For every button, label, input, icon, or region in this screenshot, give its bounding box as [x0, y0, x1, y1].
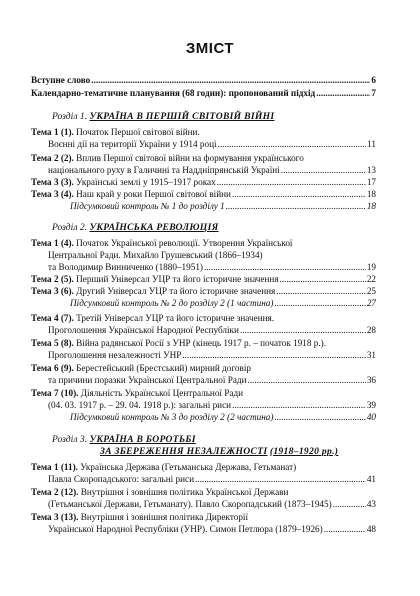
leader-dots [240, 325, 366, 336]
topic-label: Тема 1 (4). [31, 238, 74, 248]
toc-page-number: 11 [367, 139, 376, 149]
toc-entry-plan[interactable] [31, 88, 376, 99]
toc-entry-cont[interactable] [48, 262, 376, 273]
toc-entry-intro[interactable] [31, 75, 376, 86]
section-heading-1 [52, 111, 397, 123]
toc-page-number: 48 [366, 524, 376, 534]
topic-title-cont: та Володимир Винниченко (1880–1951) [48, 262, 203, 272]
section-number: Розділ 2. [52, 222, 88, 233]
leader-dots [218, 139, 367, 150]
toc-entry-cont[interactable] [48, 524, 376, 535]
toc-page-number: 13 [366, 165, 376, 175]
topic-title: Українські землі у 1915–1917 роках [76, 177, 216, 187]
topic-label: Тема 2 (12). [31, 487, 79, 497]
topic-title-cont: Центральної Ради. Михайло Грушевський (1866–1934) [48, 250, 263, 260]
toc-entry-cont[interactable] [48, 499, 376, 510]
section-title: УКРАЇНА В ПЕРШІЙ СВІТОВІЙ ВІЙНІ [89, 111, 275, 122]
topic-title: Наш край у роки Першої світової війни [76, 189, 231, 199]
topic-label: Тема 3 (4). [31, 189, 74, 199]
toc-entry[interactable] [31, 487, 376, 498]
toc-page-number: 40 [366, 412, 376, 422]
topic-title-cont: Воєнні дії на території України у 1914 році [48, 139, 217, 149]
toc-entry[interactable] [31, 127, 376, 138]
section-title: УКРАЇНА В БОРОТЬБІ [89, 434, 196, 445]
topic-title-cont: Проголошення незалежності УНР [48, 350, 182, 360]
toc-entry[interactable] [31, 363, 376, 374]
toc-entry[interactable] [31, 153, 376, 164]
topic-label: Тема 3 (3). [31, 177, 74, 187]
toc-entry-cont[interactable] [48, 350, 376, 361]
leader-dots [91, 75, 370, 86]
toc-page-number: 41 [366, 474, 376, 484]
topic-label: Тема 4 (7). [31, 313, 74, 323]
toc-page-number: 17 [366, 177, 376, 187]
topic-title: Перший Універсал УЦР та його історичне значення [76, 274, 279, 284]
toc-entry[interactable] [31, 238, 376, 249]
leader-dots [333, 499, 366, 510]
toc-entry-text: Календарно-тематичне планування (68 годин): пропонований підхід [31, 88, 316, 98]
topic-label: Тема 2 (5). [31, 274, 74, 284]
topic-title: Берестейський (Брестський) мирний договір [76, 363, 251, 373]
topic-title: Війна радянської Росії з УНР (кінець 1917 р. – початок 1918 р.). [76, 338, 327, 348]
toc-entry[interactable] [31, 274, 376, 285]
topic-title: Початок Української революції. Утворення Української [76, 238, 293, 248]
topic-title-cont: Української Народної Республіки (УНР). Симон Петлюра (1879–1926) [48, 524, 323, 534]
topic-title-cont: Павла Скоропадського: загальні риси [48, 474, 194, 484]
toc-entry[interactable] [31, 462, 376, 473]
leader-dots [232, 189, 366, 200]
control-title: Підсумковий контроль № 2 до розділу 2 (1 частина) [70, 298, 274, 308]
topic-label: Тема 7 (10). [31, 388, 79, 398]
toc-entry[interactable] [31, 177, 376, 188]
toc-entry-cont[interactable] [48, 325, 376, 336]
topic-label: Тема 2 (2). [31, 153, 74, 163]
topic-title: Вплив Першої світової війни на формування українського [76, 153, 304, 163]
toc-entry-cont[interactable] [48, 165, 376, 176]
toc-entry[interactable] [31, 338, 376, 349]
toc-entry-text: Вступне слово [31, 75, 91, 85]
toc-entry-cont[interactable] [48, 400, 376, 411]
topic-title-cont: (04. 03. 1917 р. – 29. 04. 1918 р.): загальні риси [48, 400, 232, 410]
toc-page-number: 18 [366, 189, 376, 199]
toc-page-number: 25 [366, 286, 376, 296]
topic-title: Початок Першої світової війни. [76, 127, 200, 137]
toc-entry[interactable] [31, 286, 376, 297]
leader-dots [217, 177, 366, 188]
leader-dots [195, 474, 366, 485]
toc-page-number: 22 [366, 274, 376, 284]
toc-entry[interactable] [31, 189, 376, 200]
toc-entry[interactable] [31, 313, 376, 324]
leader-dots [274, 412, 365, 423]
leader-dots [182, 350, 365, 361]
topic-label: Тема 1 (11). [31, 462, 78, 472]
topic-title: Діяльність Української Центральної Ради [80, 388, 244, 398]
control-entry[interactable] [70, 412, 376, 423]
topic-title-cont: Проголошення Української Народної Республіки [48, 325, 239, 335]
topic-title: Внутрішня і зовнішня політика Української Держави [80, 487, 289, 497]
section-heading-3 [52, 434, 397, 446]
toc-entry-cont[interactable] [48, 139, 376, 150]
topic-title-cont: та причини поразки Української Центральної Ради [48, 375, 247, 385]
leader-dots [274, 298, 365, 309]
topic-label: Тема 6 (9). [31, 363, 74, 373]
topic-title: Другий Універсал УЦР та його історичне значення [76, 286, 276, 296]
toc-entry[interactable] [31, 512, 376, 523]
leader-dots [204, 262, 366, 273]
section-number: Розділ 3. [52, 434, 88, 445]
leader-dots [276, 286, 366, 297]
leader-dots [226, 201, 366, 212]
toc-page-number: 43 [366, 499, 376, 509]
toc-page-number: 19 [366, 262, 376, 272]
section-number: Розділ 1. [52, 111, 88, 122]
topic-label: Тема 5 (8). [31, 338, 74, 348]
section-title-cont: ЗА ЗБЕРЕЖЕННЯ НЕЗАЛЕЖНОСТІ [100, 446, 268, 457]
toc-entry-cont [48, 250, 376, 261]
toc-page-number: 31 [366, 350, 376, 360]
leader-dots [280, 274, 366, 285]
toc-page-number: 18 [366, 201, 376, 211]
leader-dots [316, 88, 370, 99]
topic-label: Тема 3 (13). [31, 512, 79, 522]
toc-entry-cont[interactable] [48, 375, 376, 386]
section-years: (1918–1920 рр.) [269, 446, 339, 457]
toc-page-number: 27 [366, 298, 376, 308]
toc-page-number: 39 [366, 400, 376, 410]
toc-entry-cont[interactable] [48, 474, 376, 485]
toc-entry[interactable] [31, 388, 376, 399]
leader-dots [281, 165, 366, 176]
topic-title-cont: національного руху в Галичині та Наддніпрянській Україні [48, 165, 280, 175]
leader-dots [248, 375, 366, 386]
section-title: УКРАЇНСЬКА РЕВОЛЮЦІЯ [89, 222, 219, 233]
page-title: ЗМІСТ [185, 40, 235, 57]
toc-page-number: 28 [366, 325, 376, 335]
toc-page-number: 36 [366, 375, 376, 385]
control-title: Підсумковий контроль № 3 до розділу 2 (2 частина) [70, 412, 274, 422]
topic-label: Тема 1 (1). [31, 127, 74, 137]
topic-title: Внутрішня і зовнішня політика Директорії [80, 512, 249, 522]
leader-dots [324, 524, 366, 535]
leader-dots [232, 400, 366, 411]
toc-page-number: 6 [371, 75, 376, 85]
control-entry[interactable] [70, 298, 376, 309]
section-heading-3-line2 [100, 446, 420, 458]
toc-page-number: 7 [371, 88, 376, 98]
topic-title-cont: (Гетьманської Держави, Гетьманату). Павло Скоропадський (1873–1945) [48, 499, 332, 509]
control-title: Підсумковий контроль № 1 до розділу 1 [70, 201, 225, 211]
control-entry[interactable] [70, 201, 376, 212]
topic-title: Українська Держава (Гетьманська Держава, Гетьманат) [80, 462, 297, 472]
section-heading-2 [52, 222, 397, 234]
topic-label: Тема 3 (6). [31, 286, 74, 296]
topic-title: Третій Універсал УЦР та його історичне значення. [76, 313, 275, 323]
